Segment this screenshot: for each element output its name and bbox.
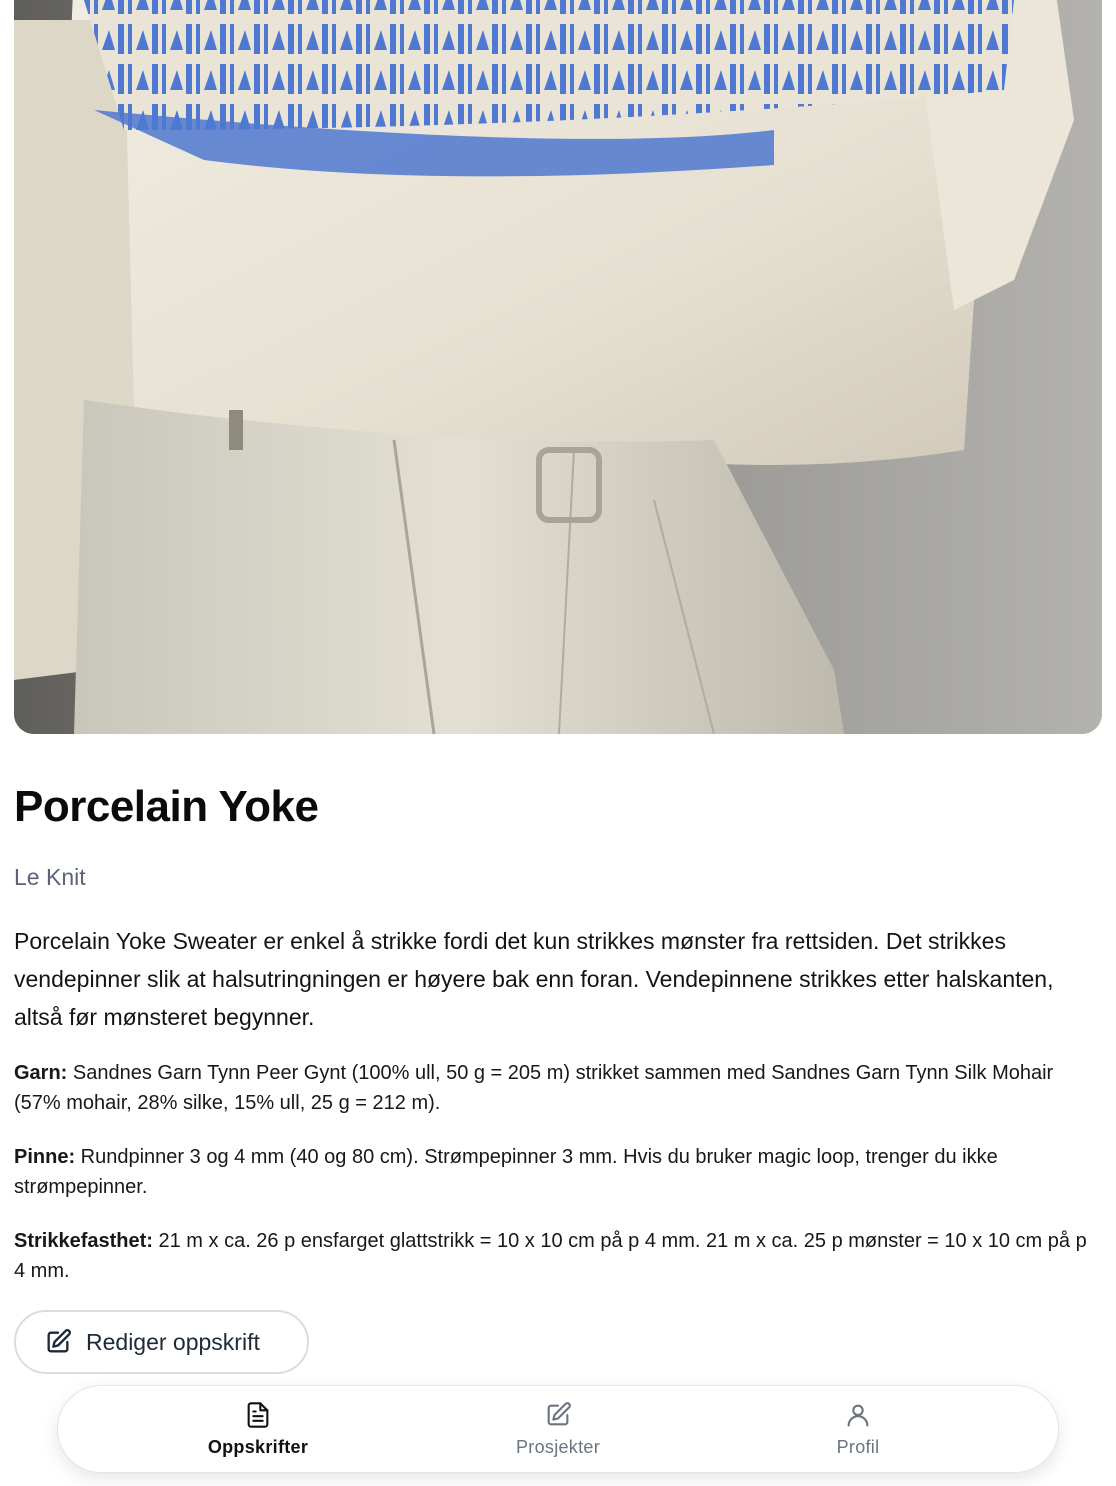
edit-icon [544, 1401, 572, 1429]
tab-oppskrifter[interactable] [178, 1401, 338, 1458]
tab-oppskrifter-label: Oppskrifter [207, 1436, 309, 1457]
edit-pattern-label: Rediger oppskrift [86, 1328, 260, 1355]
tab-profil-label: Profil [836, 1436, 880, 1457]
spec-gauge [14, 1226, 1099, 1286]
tab-prosjekter[interactable] [478, 1401, 638, 1458]
edit-pattern-button[interactable] [14, 1310, 309, 1374]
spec-yarn [14, 1058, 1099, 1118]
pattern-description: Porcelain Yoke Sweater er enkel å strikke fordi det kun strikkes mønster fra rettsiden. Det strikkes vendepinner slik at halsutringningen er høyere bak enn foran. Vendepinnene strikkes etter halskanten, altså før mønsteret begynner. [14, 928, 1054, 1030]
pattern-title: Porcelain Yoke [14, 782, 319, 831]
spec-yarn-label: Garn: [14, 1062, 68, 1084]
sweater-photo-illustration [14, 0, 1102, 734]
bottom-tab-bar [57, 1385, 1059, 1473]
spec-yarn-value: Sandnes Garn Tynn Peer Gynt (100% ull, 50 g = 205 m) strikket sammen med Sandnes Garn Tynn Silk Mohair (57% mohair, 28% silke, 15% ull, 25 g = 212 m). [14, 1062, 1054, 1114]
tab-profil[interactable] [778, 1401, 938, 1458]
spec-needles [14, 1142, 1099, 1202]
edit-icon [44, 1328, 72, 1356]
spec-needles-value: Rundpinner 3 og 4 mm (40 og 80 cm). Strømpepinner 3 mm. Hvis du bruker magic loop, trenger du ikke strømpepinner. [14, 1146, 998, 1198]
spec-gauge-value: 21 m x ca. 26 p ensfarget glattstrikk = 10 x 10 cm på p 4 mm. 21 m x ca. 25 p mønster = 10 x 10 cm på p 4 mm. [14, 1230, 1087, 1282]
tab-prosjekter-label: Prosjekter [515, 1436, 601, 1457]
spec-gauge-label: Strikkefasthet: [14, 1230, 153, 1252]
pattern-author[interactable]: Le Knit [14, 864, 86, 890]
spec-needles-label: Pinne: [14, 1146, 76, 1168]
user-icon [844, 1401, 872, 1429]
pattern-photo [14, 0, 1102, 734]
document-icon [244, 1401, 272, 1429]
